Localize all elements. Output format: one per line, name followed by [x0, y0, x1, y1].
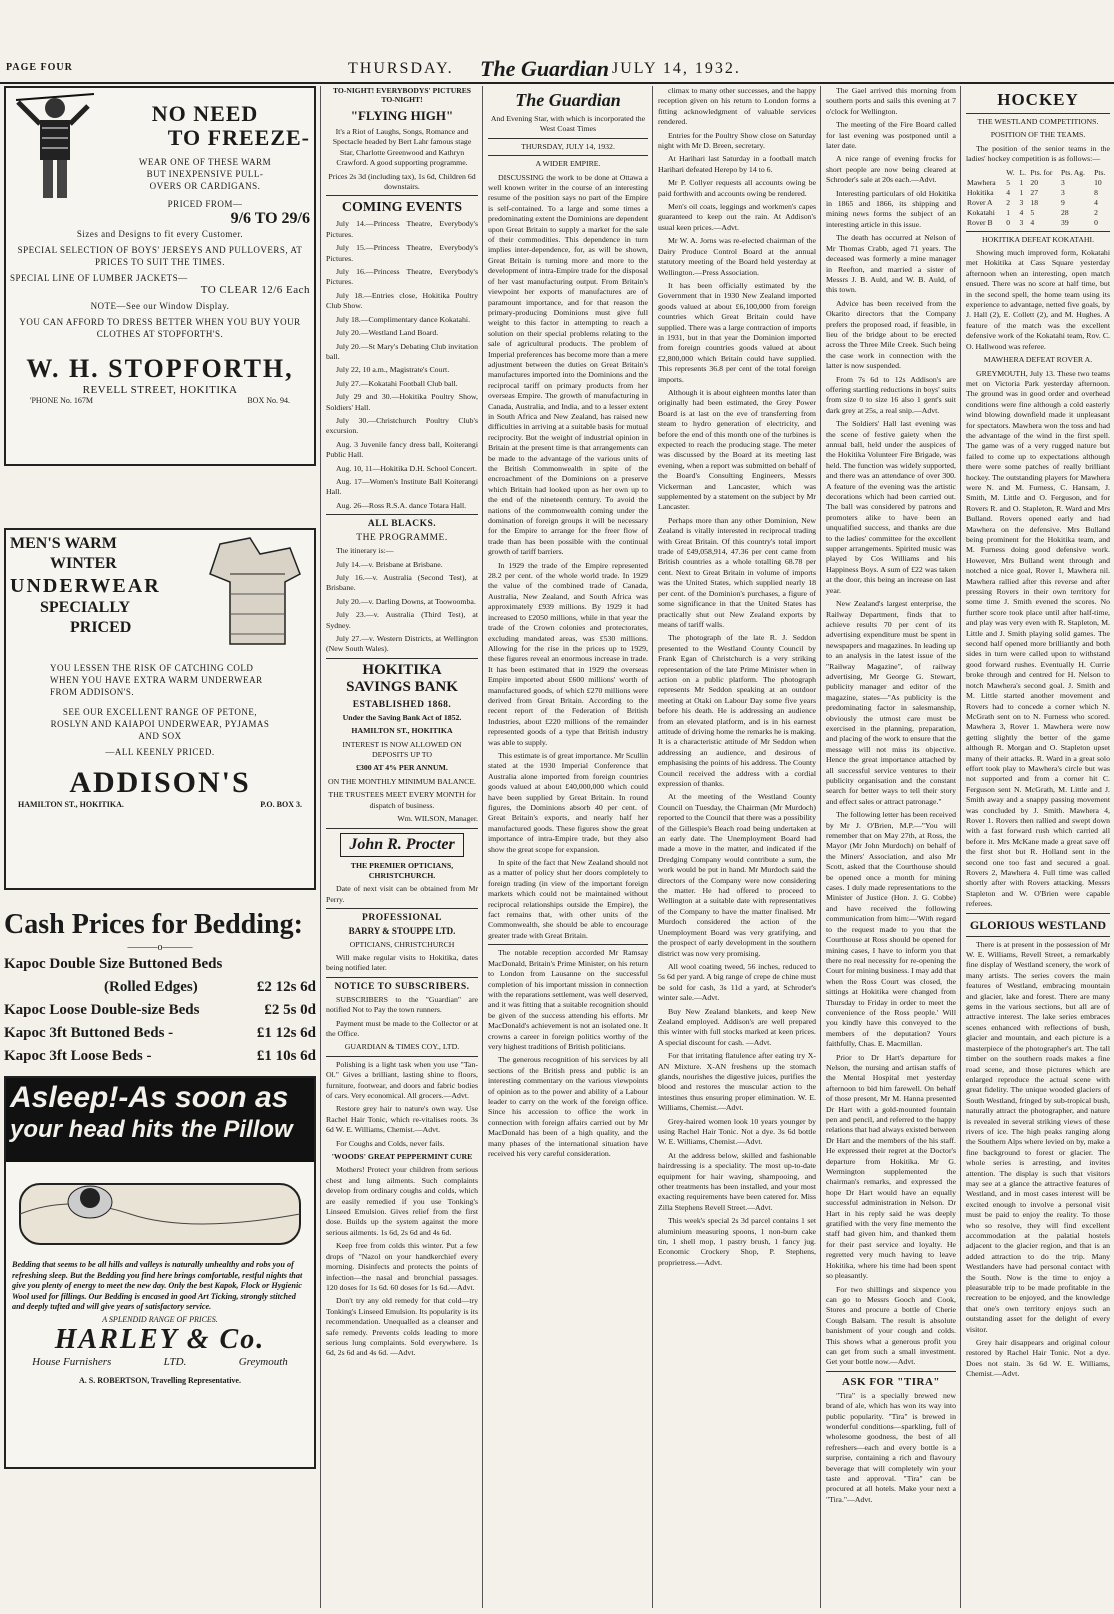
masthead-day: THURSDAY.: [348, 60, 454, 77]
hockey-h2: HOKITIKA DEFEAT KOKATAHI.: [981, 234, 1095, 244]
editorial-tagline: And Evening Star, with which is incorporated the West Coast Times: [490, 114, 646, 134]
divider: [488, 944, 648, 945]
list-item: July 22, 10 a.m., Magistrate's Court.: [336, 365, 450, 375]
masthead-date: JULY 14, 1932.: [612, 60, 741, 77]
standings-table: [966, 168, 1110, 228]
professional-body: Will make regular visits to Hokitika, dates being notified later.: [326, 952, 478, 973]
masthead: [0, 0, 1114, 81]
harley-body: Bedding that seems to be all hills and valleys is naturally unhealthy and robs you of refreshing sleep. But the Bedding you find here brings comfortable, restful nights that give you plenty of energy to meet the new day. Only the best Kapok, Flock or Hygienic Wool used for fillings. Our Bedding is encased in good Art Ticking, strongly stitched and deeply tufted and will give years of satisfactory service.: [12, 1260, 303, 1311]
bank-amount: £300 AT 4% PER ANNUM.: [356, 763, 448, 773]
list-item: July 23.—v. Australia (Third Test), at Sydney.: [326, 610, 478, 630]
stopforth-box: BOX No. 94.: [247, 396, 290, 405]
news-paragraph: The meeting of the Fire Board called for last evening was postponed until a later date.: [826, 120, 956, 151]
news-paragraph: The following letter has been received by Mr J. O'Brien, M.P.—"You will remember that on May 27th, at Ross, the Mayor (Mr John Murdoch) on behalf of the Miners' Association, and also Mr Scott, asked that the Courthouse should be opened once a month for mining cases. I duly made representations to the Minister of Justice (Hon. J. G. Cobbe) and have received the following communication from him:—'With regard to the request made to you that the Courthouse at Ross should be opened for mining cases, I have to inform you that there no real necessity for re-opening the Court for mining business. I may add that when the Ross Court was closed, the sittings at Hokitika were changed from Thursday to Friday in order to meet the convenience of the Ross people.' Will you kindly have this conveyed to the members of the deputation? Yours faithfully, Chas. E. Macmillan.: [826, 810, 956, 1049]
news-paragraph: For that irritating flatulence after eating try X-AN Mixture. X-AN freshens up the stomach glands, nourishes the digestive juices, purifies the blood and restores the muscular action to the intestines thus ensuring proper elimination. W. E. Williams, Chemist.—Advt.: [658, 1051, 816, 1113]
news-paragraph: Interesting particulars of old Hokitika in 1865 and 1866, its shipping and mining news forms the subject of an interesting article in this issue.: [826, 188, 956, 229]
divider: [826, 1371, 956, 1372]
divider: [488, 155, 648, 156]
divider: [966, 936, 1110, 937]
stopforth-phone: 'PHONE No. 167M: [30, 396, 93, 405]
stopforth-sizes: Sizes and Designs to fit every Customer.: [76, 229, 244, 239]
harley-headline-1: Asleep!-As soon as: [10, 1081, 289, 1114]
stopforth-line-2: BUT INEXPENSIVE PULL-: [146, 169, 264, 179]
divider: [326, 195, 478, 196]
woods-dont: Don't try any old remedy for that cold—try Tonking's Linseed Emulsion. Its popularity is its recommendation. Unequalled as a cleanser and safe remedy. Prevents colds leading to more serious lung complaints. Sold everywhere. 1s 6d, 2s 6d and 4s 6d. —Advt.: [326, 1296, 478, 1358]
addison-l2: WINTER: [50, 555, 117, 572]
editorial-paragraph: The notable reception accorded Mr Ramsay MacDonald, Britain's Prime Minister, on his return to London from Lausanne on the successful completion of his important mission in connection with the reparations settlement, was well deserved, and it was fitting that a suitable recognition should be given of the success attending his efforts. Mr MacDonald's achievement is not an isolated one. It crowns a career in foreign politics worthy of the very highest traditions of British politicians.: [488, 948, 648, 1051]
harley-name: HARLEY & Co.: [54, 1323, 266, 1355]
news-paragraph: At the address below, skilled and fashionable hairdressing is a speciality. The most up-to-date equipment for hair waving, shampooing, and other treatments has been installed, and your most exacting requirements have been catered for. Miss Zilla Stephens Revell Street.—Advt.: [658, 1150, 816, 1212]
editorial-head: A WIDER EMPIRE.: [535, 159, 601, 169]
divider: [326, 977, 478, 978]
news-paragraph: It has been officially estimated by the Government that in 1930 New Zealand imported goods valued at about £6,100,000 from foreign countries which Great Britain could have supplied. There was a large contraction of imports in 1931, but in that year the Dominion imported from foreign countries goods valued at about £2,800,000 which Britain could have supplied. This represents 36.8 per cent of the total foreign imports.: [658, 280, 816, 384]
list-item: July 27.—Kokatahi Football Club ball.: [336, 378, 458, 388]
list-item: July 27.—v. Western Districts, at Wellington (New South Wales).: [326, 634, 478, 654]
stopforth-street: REVELL STREET, HOKITIKA: [82, 384, 238, 396]
list-item: July 30.—Christchurch Poultry Club's excursion.: [326, 415, 478, 436]
list-item: Aug. 17—Women's Institute Ball Koiterangi Hall.: [326, 476, 478, 497]
bedding-row: Kapoc 3ft Buttoned Beds - £1 12s 6d: [4, 1025, 316, 1041]
news-paragraph: Mr W. A. Jorns was re-elected chairman of the Dairy Produce Control Board at the annual statutory meeting of the Board held yesterday at Wellington.—Press Association.: [658, 236, 816, 277]
column-divider: [482, 86, 483, 1608]
news-paragraph: Mr P. Collyer requests all accounts owing be paid forthwith and accounts owing be rendered.: [658, 178, 816, 198]
addison-l3: UNDERWEAR: [10, 575, 161, 597]
editorial-paragraph: DISCUSSING the work to be done at Ottawa a well known writer in the course of an interesting resume of the position says no part of the Empire is self-contained. To a large and some times a predominating extent the Dominions are dependent upon Great Britain to supply a market for the sale of their commodities. This dependence in turn implies inter-dependence, for, as will be shown, Great Britain is turning more and more to the development of intra-Empire trade for the disposal of her vast manufacturing output. From Britain's viewpoint her exports of manufactures are of paramount importance, and for that reason the primary-producing Dominions must give full weight to this factor in attempting to reach a solution on their special problems relating to the sale of agricultural products. The problem of Imperial preferences has become more than a mere adjustment between the duties on Great Britain's manufactures imported into the Dominions and the reciprocal tariff on primary products from her overseas Empire. The growth of manufacturing in Canada, Australia, and India, and to a lesser extent in South Africa and New Zealand, has raised new difficulties in arriving at a suitable basis for mutual reciprocity. But the weight of industrial opinion in Britain at the present time is that arrangements can be made to the advantage of the various units of the British Commonwealth in spite of the encroachment of the Dominions on a preserve which Britain had looked upon as her own up to the end of the nineteenth century. To avoid the nations of the commonwealth coming under the domination of foreign groups it will be necessary for the Empire to arrange for the freer flow of trade than has been possible with the continual growth of tariff barriers.: [488, 172, 648, 557]
divider: [966, 231, 1110, 232]
masthead-paper: The Guardian: [480, 56, 609, 81]
column-2: [326, 86, 478, 1608]
news-paragraph: A nice range of evening frocks for short people are now being cleared at Schroder's sale at 20s each.—Advt.: [826, 154, 956, 185]
stopforth-title-1: NO NEED: [151, 101, 259, 126]
stopforth-special-1: SPECIAL SELECTION OF BOYS' JERSEYS AND PULLOVERS, AT PRICES TO SUIT THE TIMES.: [17, 245, 303, 267]
page-label: PAGE FOUR: [6, 62, 73, 73]
subscribers-body-2: Payment must be made to the Collector or at the Office.: [326, 1018, 478, 1038]
column-3: [488, 86, 648, 1608]
divider: [326, 514, 478, 515]
pictures-desc: It's a Riot of Laughs, Songs, Romance and Spectacle headed by Bert Lahr famous stage Star, Charlotte Greenwood and Kathryn Crawford. A good supporting programme.: [332, 127, 472, 168]
addison-box: P.O. BOX 3.: [260, 800, 302, 809]
stopforth-line-3: OVERS OR CARDIGANS.: [149, 181, 261, 191]
hockey-p2: Showing much improved form, Kokatahi met Hokitika at Cass Square yesterday afternoon when an interesting, open match ensued. There was no score at half time, but in the second spell, the home team using its experience to advantage, netted five goals, by J. Hall (2), E. Collett (2), and M. Hughes. A feature of the match was the excellent defensive work of the Kokatahi team, Rov. C. O. Hallwood was referee.: [966, 248, 1110, 351]
news-paragraph: Although it is about eighteen months later than originally had been estimated, the Grey Power Board is at last on the eve of transferring from steam to hydro generation of electricity, and before the end of this month one of the turbines is expected to reach the producing stage. The meter was discussed by the Board at its meeting last evening, when a report was submitted on behalf of the Board's Consulting Engineers, Messrs Vickerman and Lancaster, which was supplemented by a statement on the subject by Mr Lancaster.: [658, 387, 816, 512]
bank-trustees: THE TRUSTEES MEET EVERY MONTH for dispatch of business.: [328, 790, 476, 810]
editorial-nameplate: The Guardian: [515, 90, 621, 110]
list-item: July 15.—Princess Theatre, Everybody's Pictures.: [326, 243, 478, 263]
list-item: July 16.—Princess Theatre, Everybody's Pictures.: [326, 267, 478, 287]
addison-body-2: SEE OUR EXCELLENT RANGE OF PETONE, ROSLYN AND KAIAPOI UNDERWEAR, PYJAMAS AND SOX: [50, 707, 270, 741]
table-row: Mawhera 5 1 20 3 10: [967, 177, 1102, 187]
news-paragraph: Men's oil coats, leggings and workmen's capes guaranteed to keep out the rain. At Addison's usual keen prices.—Advt.: [658, 202, 816, 232]
westland-title: GLORIOUS WESTLAND: [969, 917, 1107, 932]
bedding-row: Kapoc Double Size Buttoned Beds: [4, 956, 223, 972]
hockey-h3: MAWHERA DEFEAT ROVER A.: [983, 355, 1093, 365]
news-paragraph: This week's special 2s 3d parcel contains 1 set aluminium measuring spoons, 1 non-burn cake tin, 1 shell mop, 1 pastry brush, 1 fancy jug. Economic Crockery Shop, P. Stephens, proprietress.—Advt.: [658, 1216, 816, 1267]
procter-opticians: THE PREMIER OPTICIANS, CHRISTCHURCH.: [350, 860, 454, 880]
underwear-icon: [200, 534, 310, 654]
bedding-row: Kapoc 3ft Loose Beds - £1 10s 6d: [4, 1048, 316, 1064]
bank-title-1: HOKITIKA: [362, 661, 442, 678]
addison-body-1: YOU LESSEN THE RISK OF CATCHING COLD WHEN YOU HAVE EXTRA WARM UNDERWEAR FROM ADDISON'S.: [50, 663, 263, 697]
pictures-title: "FLYING HIGH": [350, 108, 454, 123]
bank-title-2: SAVINGS BANK: [346, 678, 458, 695]
addison-l1: MEN'S WARM: [10, 535, 117, 552]
small-notice: Restore grey hair to nature's own way. Use Rachel Hair Tonic, which re-vitalises roots. 3s 6d W. E. Williams, Chemist.—Advt.: [326, 1104, 478, 1135]
westland-last: Grey hair disappears and original colour restored by Rachel Hair Tonic. Not a dye. Does not stain. 3s 6d W. E. Williams, Chemist.—Advt.: [966, 1338, 1110, 1379]
list-item: July 18.—Entries close, Hokitika Poultry Club Show.: [326, 290, 478, 311]
column-1: [4, 86, 316, 1608]
events-title: COMING EVENTS: [341, 200, 463, 216]
stopforth-line-1: WEAR ONE OF THESE WARM: [138, 157, 272, 167]
golfer-icon: [10, 92, 100, 202]
news-paragraph: Perhaps more than any other Dominion, New Zealand is vitally interested in reciprocal trading with Great Britain. Of this country's total import trade of £49,058,914, 47.36 per cent came from British countries as a whole totalling 68.78 per cent. Next to Great Britain in volume of imports was the United States, which supplied nearly 18 per cent. of the Dominion's purchases, a figure of some significance in that the United States has practically shut out New Zealand exports by means of tariff walls.: [658, 515, 816, 629]
news-paragraph: The photograph of the late R. J. Seddon presented to the Westland County Council by Frank Egan of Christchurch is a very striking representation of the late Prime Minister when in action on a public platform. The photograph represents Mr Seddon speaking at an outdoor meeting at Otaki on Labour Day some five years before his death. He is addressing an audience from an elevated platform, and is in his earnest attitude of driving home the remarks he is making. It is a characteristic attitude of Mr Seddon when addressing an audience, and desirous of emphasising the points of his address. The County Council received the address with a cordial expression of thanks.: [658, 633, 816, 788]
pillow-icon: [10, 1164, 310, 1256]
news-paragraph: All wool coating tweed, 56 inches, reduced to 5s 6d per yard. A big range of crepe de chine must be sold for cash, 3s 11d a yard, at Schroder's winter sale.—Advt.: [658, 961, 816, 1003]
list-item: July 29 and 30.—Hokitika Poultry Show, Soldiers' Hall.: [326, 392, 478, 412]
news-paragraph: Prior to Dr Hart's departure for Nelson, the nursing and artisan staffs of the Mental Hospital met yesterday afternoon to bid him farewell. On behalf of those present, Mr M. Hanna presented Dr Hart with a gold-mounted fountain pen and pencil, and referred to the happy relations that had always existed between Dr Hart and the members of the his staff. He expressed their regret at the Doctor's departure from Hokitika. Mr G. Wermington supplemented the chairman's remarks, and expressed the hope Dr Hart would have an equally successful administration in Nelson. Dr Hart in his reply said he was deeply gratified with the very fine memento the staff had given him, and thanked them for their past service and loyalty. He regretted very much having to leave Hokitika, where his time had been spent so pleasantly.: [826, 1052, 956, 1281]
stopforth-name: W. H. STOPFORTH,: [26, 354, 294, 383]
tira-title: ASK FOR "TIRA": [841, 1375, 941, 1388]
table-row: Rover B 0 3 4 39 0: [967, 217, 1098, 227]
harley-sub-3: Greymouth: [238, 1355, 288, 1368]
editorial-dateline: THURSDAY, JULY 14, 1932.: [521, 141, 615, 151]
stopforth-special-2: SPECIAL LINE OF LUMBER JACKETS—: [10, 273, 188, 283]
divider: [326, 908, 478, 909]
news-paragraph: New Zealand's largest enterprise, the Railway Department, finds that to achieve results 70 per cent of its advertising expenditure must be spent in newspapers and magazines. In leading up to an analysis in the latest issue of the "Railway Magazine", of railway advertising, Mr George G. Stewart, publicity manager and editor of the magazine, states—"As publicity is the predominating factor in salesmanship, obviously the utmost care must be exercised in the planning, preparation, and placing of the work to ensure that the message will not miss its objective. Hence the great importance attached by all successful service ventures to their publicity organisation and the constant search for better ways to tell their story and effect sales or attract patronage.": [826, 599, 956, 806]
news-paragraph: For two shillings and sixpence you can go to Messrs Gooch and Cook, Stores and procure a bottle of Cherie Cough Balsam. The result is absolute banishment of your cough and colds. This shows what a generous profit you can get from such a small investment. Get your bottle now.—Advt.: [826, 1284, 956, 1367]
woods-title: 'WOODS' GREAT PEPPERMINT CURE: [331, 1152, 473, 1162]
hockey-sub-2: POSITION OF THE TEAMS.: [990, 130, 1086, 140]
bedding-list: [4, 953, 316, 1068]
column-6: [966, 86, 1110, 1608]
westland-body: There is at present in the possession of Mr W. E. Williams, Revell Street, a remarkably fine display of Westland scenery, the work of many artists. The series covers the main features of Westland, embracing mountain and glacier, lake and forest. There are many gems in the various sections, but all are of attractive interest. The lake series embraces scenes enhanced with reflections of bush, glacier and mountain, and each picture is a masterpiece of the photographer's art. The tall timber on the southern roads makes a fine road scene, and those pictures which are enlarged reproduce the actual scene with great fidelity. The unique wooded glaciers of South Westland, fringed by sub-tropical bush, naturally attract the photographer, and nature is revealed in several striking views of these rivers of ice. The high peaks ranging along the Southern Alps where levied on by, make a fine background to forest or glacier. The whole series is arresting, and invites attention. The display is such that visitors may see at a glance the attractive features of Westland, and in most cases interest will be excited enough to involve a personal visit must be paid to enjoy the reality. To those who so resolve, they will find excellent accommodation at the palatial hostels adjacent to the glacier region, and that is an added attraction to do the trip. Many Westlanders have had personal contact with the South. Now is the time to enjoy a pleasurable trip to be made profitable in the recreation to be enjoyed, and the knowledge that one's own territory enjoys such an outstanding asset for the delight of every visitor.: [966, 939, 1110, 1334]
masthead-rule: [0, 82, 1114, 84]
harley-banner: [6, 1078, 314, 1162]
column-divider: [960, 86, 961, 1608]
editorial-paragraph: This estimate is of great importance. Mr Scullin stated at the 1930 Imperial Conference that Australia alone imported from foreign countries goods valued at about £40,000,000 which could have been supplied by Great Britain. In round figures, the Dominions absorb 40 per cent. of Great Britain's exports, and nearly half her manufactured goods. These figures show the great importance of intra-Empire trade, but they also show the great scope for expansion.: [488, 750, 648, 854]
subscribers-title: NOTICE TO SUBSCRIBERS.: [334, 981, 470, 992]
table-header: W. L. Pts. for Pts. Ag. Pts.: [1006, 167, 1106, 177]
procter-note: Date of next visit can be obtained from Mr Perry.: [326, 884, 478, 904]
news-paragraph: climax to many other successes, and the happy reception given on his return to London forms a fitting acknowledgment of valuable services rendered.: [658, 86, 816, 127]
hockey-title: HOCKEY: [997, 90, 1079, 109]
subscribers-sig: GUARDIAN & TIMES COY., LTD.: [344, 1042, 460, 1052]
list-item: The itinerary is:—: [336, 546, 394, 556]
list-item: July 20.—St Mary's Debating Club invitation ball.: [326, 341, 478, 361]
column-divider: [652, 86, 653, 1608]
bank-interest: INTEREST IS NOW ALLOWED ON DEPOSITS UP TO: [342, 739, 462, 760]
news-paragraph: The death has occurred at Nelson of Mr Thomas Crabb, aged 71 years. The deceased was formerly a mine manager in Reefton, and married a sister of Messrs J. B. Auld, and W. B. Auld, of this town.: [826, 233, 956, 295]
woods-body: Mothers! Protect your children from serious chest and lung ailments. Such complaints develop from ordinary coughs and colds, which are easily remedied if you use Tonking's Linseed Emulsion. Gives relief from the first dose. Builds up the system against the more serious ailments. 1s 6d, 2s 6d and 4s 6d.: [326, 1165, 478, 1237]
bank-minimum: ON THE MONTHLY MINIMUM BALANCE.: [327, 776, 476, 786]
stopforth-price: 9/6 TO 29/6: [230, 210, 310, 227]
harley-rep: A. S. ROBERTSON, Travelling Representative.: [79, 1375, 241, 1385]
list-item: July 20.—Westland Land Board.: [336, 328, 439, 338]
list-item: Aug. 3 Juvenile fancy dress ball, Koiterangi Public Hall.: [326, 439, 478, 460]
hockey-p3: GREYMOUTH, July 13. These two teams met on Victoria Park yesterday afternoon. The ground was in good order and overhead conditions were fine although a cold easterly wind blowing downfield made it unpleasant for spectators. Mawhera won the toss and had the advantage of the wind in the first spell. The game was of a very rugged nature but failed to come up to expectations although there were some patches of really brilliant hockey. The outstanding players for Mawhera were N. and M. Furness, C. Hansam, J. Smith, M. Little and O. Ferguson, and for Rovers R. and O. Stapleton, R. Ward and Mrs Bulland. Rovers opened early and had Mawhera on the defensive. Mrs Bulland being prominent for the Hokitika team, and M. Furness doing good defensive work. However, Mrs Bulland went through and notched a nice goal, Rover 1, Mawhera nil. Mawhera rallied after this reverse and after pressing Rovers in their own territory for some time J. Smith evened the scores. No further score took place until after half-time, and play was very even with R. Stapleton, M. Little and J. Smith playing solid games. The second half opened more brilliantly and both sides in turn were called upon to withstand good forward rushes. Eventually H. Currie broke through and centred for H. Nelson to notch Mawhera's second goal. J. Smith and M. Little started another movement and Rovers had to concede a corner which N. McGrath sent on to N. Furness who scored. Mawhera 3, Rover 1. Mawhera were now getting slightly the better of the game although R. Morgan and O. Stapleton upset many of their attacks. R. Ward in a great solo effort took play to Mawhera's circle but was not supported and from a corner hit C. Ferguson sent N. McGrath, M. Little and J. Smith away and a snappy passing movement was concluded by J. Smith. Mawhera 4, Rover 1. Rovers then rallied and swept down with a fast forward rush which carried all before it. Mrs McKane made a great save off the first shot but R. Holland sent in the second one too fast and secured a goal. Rovers 2, Mawhera 4. Full time was called shortly after with Rovers attacking. Messrs Stapleton and W. O'Brien were capable referees.: [966, 368, 1110, 909]
news-paragraph: Buy New Zealand blankets, and keep New Zealand employed. Addison's are well prepared this winter with full stocks marked at keen prices. A special discount for cash. —Advt.: [658, 1006, 816, 1047]
small-notice: Polishing is a light task when you use "Tan-Ol." Gives a brilliant, lasting shine to floors, furniture, footwear, and doors and fabric bodies of cars. Very economical. All grocers.—Advt.: [326, 1059, 478, 1100]
harley-sub-1: House Furnishers: [32, 1355, 112, 1368]
stopforth-note: NOTE—See our Window Display.: [90, 301, 230, 311]
list-item: July 20.—v. Darling Downs, at Toowoomba.: [336, 596, 476, 606]
harley-ad: [4, 1076, 316, 1469]
bedding-title: Cash Prices for Bedding:: [4, 909, 303, 940]
news-paragraph: At the meeting of the Westland County Council on Tuesday, the Chairman (Mr Murdoch) reported to the Council that there was a possibility of the Gillespie's Beach road being undertaken at an early date. The Unemployment Board had made a move in the matter, and indicated if the Dredging Company would contribute a sum, the work would be put in hand. Mr Murdoch said the directors of the Company were now considering the matter. He had offered to proceed to Wellington at a suitable date with representatives of the Company to have the matter finalised. Mr Murdoch considered the action of the Unemployment Board was very gratifying, and the prospect of early development in the southern district was now very promising.: [658, 792, 816, 958]
table-row: Hokitika 4 1 27 3 8: [967, 187, 1098, 197]
list-item: Aug. 26—Ross R.S.A. dance Totara Hall.: [336, 500, 467, 510]
small-notice: For Coughs and Colds, never fails.: [336, 1138, 445, 1148]
addison-address: HAMILTON ST., HOKITIKA.: [18, 800, 124, 809]
list-item: July 14.—Princess Theatre, Everybody's Pictures.: [326, 219, 478, 239]
table-row: Rover A 2 3 18 9 4: [967, 197, 1098, 207]
stopforth-ad: [4, 86, 316, 466]
pictures-top: TO-NIGHT! EVERYBODYS' PICTURES TO-NIGHT!: [333, 86, 471, 104]
list-item: July 16.—v. Australia (Second Test), at Brisbane.: [326, 573, 478, 593]
procter-logo: John R. Procter: [340, 833, 464, 857]
news-paragraph: At Harihari last Saturday in a football match Harihari defeated Herepo by 14 to 6.: [658, 154, 816, 174]
divider: [966, 113, 1110, 114]
column-divider: [320, 86, 321, 1608]
news-paragraph: The Gael arrived this morning from southern ports and sails this evening at 7 o'clock for Wellington.: [826, 86, 956, 116]
column-5: [826, 86, 956, 1608]
editorial-paragraph: In 1929 the trade of the Empire represented 28.2 per cent. of the whole world trade. In 1929 the value of the combined trade of Canada, Australia, New Zealand, and South Africa was approximately £939 millions. By 1929 it had increased to £2050 millions, while in that year the trade of the Crown colonies and protectorates, excluding mandated areas, was £530 millions. Allowing for the rise in the prices up to 1929, these figures reveal an enormous increase in trade. It has been estimated that in 1929 the overseas Empire imported about £600 millions' worth of manufactured goods, of which £270 millions were derived from Great Britain. According to the recent report of the Federation of British Industries, about £220 millions of the remainder represented goods of a type that British industry was able to supply.: [488, 560, 648, 747]
stopforth-clear: TO CLEAR 12/6 Each: [200, 284, 310, 296]
stopforth-priced: PRICED FROM—: [167, 199, 243, 209]
bank-act: Under the Saving Bank Act of 1852.: [342, 712, 462, 722]
table-row: Kokatahi 1 4 5 28 2: [967, 207, 1098, 217]
stopforth-top: [10, 92, 310, 228]
professional-sub: OPTICIANS, CHRISTCHURCH: [349, 939, 455, 949]
addison-l5: PRICED: [70, 619, 132, 636]
bedding-divider: ———o———: [127, 942, 193, 953]
allblacks-list: [326, 546, 478, 655]
addison-ad: [4, 528, 316, 890]
divider: [488, 138, 648, 139]
bedding-row: Kapoc Loose Double-size Beds £2 5s 0d: [4, 1002, 316, 1018]
harley-headline-2: your head hits the Pillow: [10, 1116, 293, 1143]
tira-body: "Tira" is a specially brewed new brand of ale, which has won its way into public popularity. "Tira" is brewed in wonderful conditions—sparkling, full of wholesome goodness, the best of all refreshers—each and every bottle is a surprise, containing a rich and flavoury beverage that will completely win your taste and approval. "Tira" can be procured at all hotels. Make your next a "Tira."—Advt.: [826, 1390, 956, 1504]
allblacks-title: ALL BLACKS.: [367, 519, 437, 530]
stopforth-afford: YOU CAN AFFORD TO DRESS BETTER WHEN YOU BUY YOUR CLOTHES AT STOPFORTH'S.: [19, 317, 301, 339]
news-paragraph: Advice has been received from the Okarito directors that the Company prefers the proposed road, if feasible, in lieu of the bridge about to be erected across the Three Mile Creek. Such being the case work in connection with the latter is now suspended.: [826, 298, 956, 371]
column-4: [658, 86, 816, 1608]
harley-range: A SPLENDID RANGE OF PRICES.: [102, 1314, 218, 1324]
list-item: July 14.—v. Brisbane at Brisbane.: [336, 559, 443, 569]
divider: [326, 1056, 478, 1057]
addison-l4: SPECIALLY: [40, 599, 131, 616]
bedding-row: (Rolled Edges) £2 12s 6d: [104, 979, 316, 995]
divider: [326, 658, 478, 659]
bank-manager: Wm. WILSON, Manager.: [397, 814, 478, 824]
hockey-sub-1: THE WESTLAND COMPETITIONS.: [977, 117, 1099, 126]
harley-sub-2: LTD.: [163, 1355, 187, 1368]
bank-address: HAMILTON ST., HOKITIKA: [351, 726, 453, 736]
bedding-ad: [4, 908, 316, 1068]
professional-name: BARRY & STOUPPE LTD.: [348, 926, 456, 937]
editorial-paragraph: The generous recognition of his services by all sections of the British press and public is an interesting commentary on the various viewpoints of opinion as to the power and ability of a Labour leader to carry on the work of the foreign office. Since his accession to office the work in connection with foreign affairs carried out by Mr MacDonald has been of a high quality, and the many phases of the international situation have received his very careful consideration.: [488, 1055, 648, 1158]
stopforth-title-2: TO FREEZE-: [167, 125, 310, 150]
divider: [326, 828, 478, 829]
editorial-paragraph: In spite of the fact that New Zealand should not as a matter of policy shut her doors completely to foreign trading (in view of the important foreign markets which could not be maintained without reciprocal relationships outside the Empire), the fact remains that, with other units of the Commonwealth, she should be able to encourage greater trade with Great Britain.: [488, 858, 648, 940]
news-paragraph: Entries for the Poultry Show close on Saturday night with Mr D. Breen, secretary.: [658, 130, 816, 151]
allblacks-sub: THE PROGRAMME.: [356, 533, 448, 544]
bank-established: ESTABLISHED 1868.: [352, 699, 452, 710]
professional-title: PROFESSIONAL: [362, 913, 442, 924]
addison-name: ADDISON'S: [69, 766, 251, 799]
events-list: [326, 219, 478, 511]
news-paragraph: Grey-haired women look 10 years younger by using Rachel Hair Tonic. Not a dye. 3s 6d bottle W. E. Williams, Chemist.—Advt.: [658, 1116, 816, 1147]
hockey-intro: The position of the senior teams in the ladies' hockey competition is as follows:—: [966, 143, 1110, 164]
pictures-prices: Prices 2s 3d (including tax), 1s 6d, Children 6d downstairs.: [328, 171, 476, 192]
list-item: July 18.—Complimentary dance Kokatahi.: [336, 314, 471, 324]
subscribers-body-1: SUBSCRIBERS to the "Guardian" are notified Not to Pay the town runners.: [326, 994, 478, 1015]
list-item: Aug. 10, 11—Hokitika D.H. School Concert.: [336, 463, 477, 473]
news-paragraph: The Soldiers' Hall last evening was the scene of festive gaiety when the annual ball, held under the auspices of the Hokitika Volunteer Fire Brigade, was held. The function was widely supported, and there was an attendance of over 300. A feature of the evening was the artistic decorations which had been carried out. The ball was considered by patrons and promoters alike to have been an unqualified success, and thanks are due to the ladies' committee for the excellent supper arrangements. Spirited music was played by Cos Williams and his Happiness Boys. A sum of £22 was taken at the door, this being an increase on last year.: [826, 419, 956, 595]
news-paragraph: From 7s 6d to 12s Addison's are offering startling reductions in boys' suits from size 0 to size 16 also 1 gent's suit dark grey at 25s, a real snip.—Advt.: [826, 374, 956, 415]
divider: [966, 913, 1110, 914]
column-divider: [820, 86, 821, 1608]
woods-keep: Keep free from colds this winter. Put a few drops of "Nazol on your handkerchief every morning. Disinfects and protects the points of infection—the nasal and bronchial passages. 120 doses for 1s 6d. 60 doses for 1s 6d.—Advt.: [326, 1241, 478, 1292]
addison-body-3: —ALL KEENLY PRICED.: [105, 747, 215, 757]
